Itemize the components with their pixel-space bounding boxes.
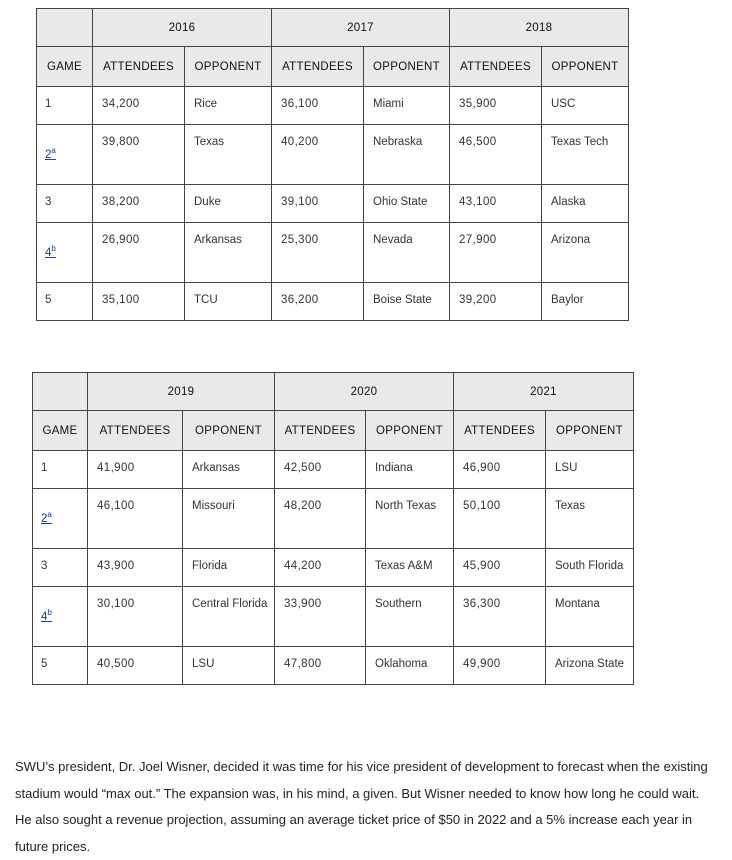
game-number: 4 [41, 611, 48, 623]
attendees-cell: 46,900 [454, 451, 546, 489]
attendance-table-2019-2021 [32, 372, 634, 685]
opponent-cell: Central Florida [183, 587, 275, 647]
opponent-cell: Arkansas [183, 451, 275, 489]
opponent-column-header: OPPONENT [542, 47, 629, 87]
attendees-cell: 30,100 [88, 587, 183, 647]
attendance-table-2016-2018 [36, 8, 629, 321]
opponent-cell: South Florida [546, 549, 634, 587]
game-cell: 5 [37, 283, 93, 321]
opponent-cell: Missouri [183, 489, 275, 549]
table-row [37, 283, 629, 321]
attendees-column-header: ATTENDEES [88, 411, 183, 451]
opponent-cell: Nebraska [364, 125, 450, 185]
game-number: 2 [45, 149, 52, 161]
game-cell [37, 125, 93, 185]
attendees-cell: 43,900 [88, 549, 183, 587]
table-row [33, 549, 634, 587]
opponent-cell: USC [542, 87, 629, 125]
opponent-cell: Florida [183, 549, 275, 587]
game-cell [33, 587, 88, 647]
game-column-header: GAME [37, 47, 93, 87]
game-column-header: GAME [33, 411, 88, 451]
table-row [33, 647, 634, 685]
opponent-cell: Boise State [364, 283, 450, 321]
opponent-cell: Arkansas [185, 223, 272, 283]
opponent-cell: Alaska [542, 185, 629, 223]
opponent-cell: Duke [185, 185, 272, 223]
opponent-cell: Texas [185, 125, 272, 185]
attendees-cell: 44,200 [275, 549, 366, 587]
opponent-cell: LSU [183, 647, 275, 685]
attendees-cell: 25,300 [272, 223, 364, 283]
footnote-marker: a [47, 510, 52, 520]
opponent-cell: Montana [546, 587, 634, 647]
year-header: 2021 [454, 373, 634, 411]
year-header: 2020 [275, 373, 454, 411]
opponent-cell: Rice [185, 87, 272, 125]
year-header: 2017 [272, 9, 450, 47]
body-paragraph: SWU’s president, Dr. Joel Wisner, decided it was time for his vice president of development to forecast when the existing stadium would “max out.” The expansion was, in his mind, a given. But Wisner needed to know how long he could wait. He also sought a revenue projection, assuming an average ticket price of $50 in 2022 and a 5% increase each year in future prices. [15, 759, 708, 854]
game-footnote-link[interactable] [45, 146, 56, 161]
game-footnote-link[interactable] [41, 510, 52, 525]
opponent-column-header: OPPONENT [364, 47, 450, 87]
attendees-cell: 49,900 [454, 647, 546, 685]
attendees-cell: 35,900 [450, 87, 542, 125]
attendees-cell: 33,900 [275, 587, 366, 647]
opponent-cell: Ohio State [364, 185, 450, 223]
opponent-cell: Texas Tech [542, 125, 629, 185]
game-cell [37, 223, 93, 283]
attendees-cell: 50,100 [454, 489, 546, 549]
attendees-cell: 42,500 [275, 451, 366, 489]
opponent-cell: Arizona State [546, 647, 634, 685]
opponent-column-header: OPPONENT [185, 47, 272, 87]
game-footnote-link[interactable] [45, 244, 56, 259]
game-cell: 3 [33, 549, 88, 587]
opponent-column-header: OPPONENT [366, 411, 454, 451]
attendees-cell: 47,800 [275, 647, 366, 685]
table-row [37, 185, 629, 223]
footnote-marker: b [47, 608, 52, 618]
year-header: 2016 [93, 9, 272, 47]
attendees-cell: 38,200 [93, 185, 185, 223]
attendees-cell: 40,500 [88, 647, 183, 685]
attendees-column-header: ATTENDEES [454, 411, 546, 451]
opponent-cell: LSU [546, 451, 634, 489]
attendees-cell: 48,200 [275, 489, 366, 549]
attendees-column-header: ATTENDEES [275, 411, 366, 451]
corner-cell [37, 9, 93, 47]
table-row [33, 451, 634, 489]
attendees-cell: 40,200 [272, 125, 364, 185]
table-row [33, 587, 634, 647]
opponent-cell: Texas A&M [366, 549, 454, 587]
attendees-cell: 43,100 [450, 185, 542, 223]
opponent-cell: TCU [185, 283, 272, 321]
opponent-cell: Nevada [364, 223, 450, 283]
attendees-column-header: ATTENDEES [272, 47, 364, 87]
opponent-cell: Oklahoma [366, 647, 454, 685]
attendees-cell: 46,100 [88, 489, 183, 549]
opponent-column-header: OPPONENT [546, 411, 634, 451]
year-header: 2018 [450, 9, 629, 47]
opponent-cell: Arizona [542, 223, 629, 283]
game-footnote-link[interactable] [41, 608, 52, 623]
opponent-cell: Indiana [366, 451, 454, 489]
attendees-column-header: ATTENDEES [93, 47, 185, 87]
attendees-cell: 26,900 [93, 223, 185, 283]
game-cell: 1 [33, 451, 88, 489]
game-cell: 5 [33, 647, 88, 685]
game-cell: 1 [37, 87, 93, 125]
attendees-column-header: ATTENDEES [450, 47, 542, 87]
game-cell [33, 489, 88, 549]
table-row [37, 87, 629, 125]
attendees-cell: 46,500 [450, 125, 542, 185]
table-row [33, 489, 634, 549]
attendees-cell: 36,200 [272, 283, 364, 321]
footnote-marker: b [51, 244, 56, 254]
footnote-marker: a [51, 146, 56, 156]
opponent-cell: North Texas [366, 489, 454, 549]
opponent-cell: Miami [364, 87, 450, 125]
attendees-cell: 35,100 [93, 283, 185, 321]
game-number: 4 [45, 247, 52, 259]
opponent-column-header: OPPONENT [183, 411, 275, 451]
attendees-cell: 39,800 [93, 125, 185, 185]
game-cell: 3 [37, 185, 93, 223]
corner-cell [33, 373, 88, 411]
attendees-cell: 45,900 [454, 549, 546, 587]
game-number: 2 [41, 513, 48, 525]
table-row [37, 223, 629, 283]
attendees-cell: 27,900 [450, 223, 542, 283]
attendees-cell: 34,200 [93, 87, 185, 125]
attendees-cell: 36,300 [454, 587, 546, 647]
attendees-cell: 41,900 [88, 451, 183, 489]
attendees-cell: 39,100 [272, 185, 364, 223]
opponent-cell: Baylor [542, 283, 629, 321]
year-header: 2019 [88, 373, 275, 411]
table-row [37, 125, 629, 185]
attendees-cell: 39,200 [450, 283, 542, 321]
attendees-cell: 36,100 [272, 87, 364, 125]
opponent-cell: Texas [546, 489, 634, 549]
opponent-cell: Southern [366, 587, 454, 647]
